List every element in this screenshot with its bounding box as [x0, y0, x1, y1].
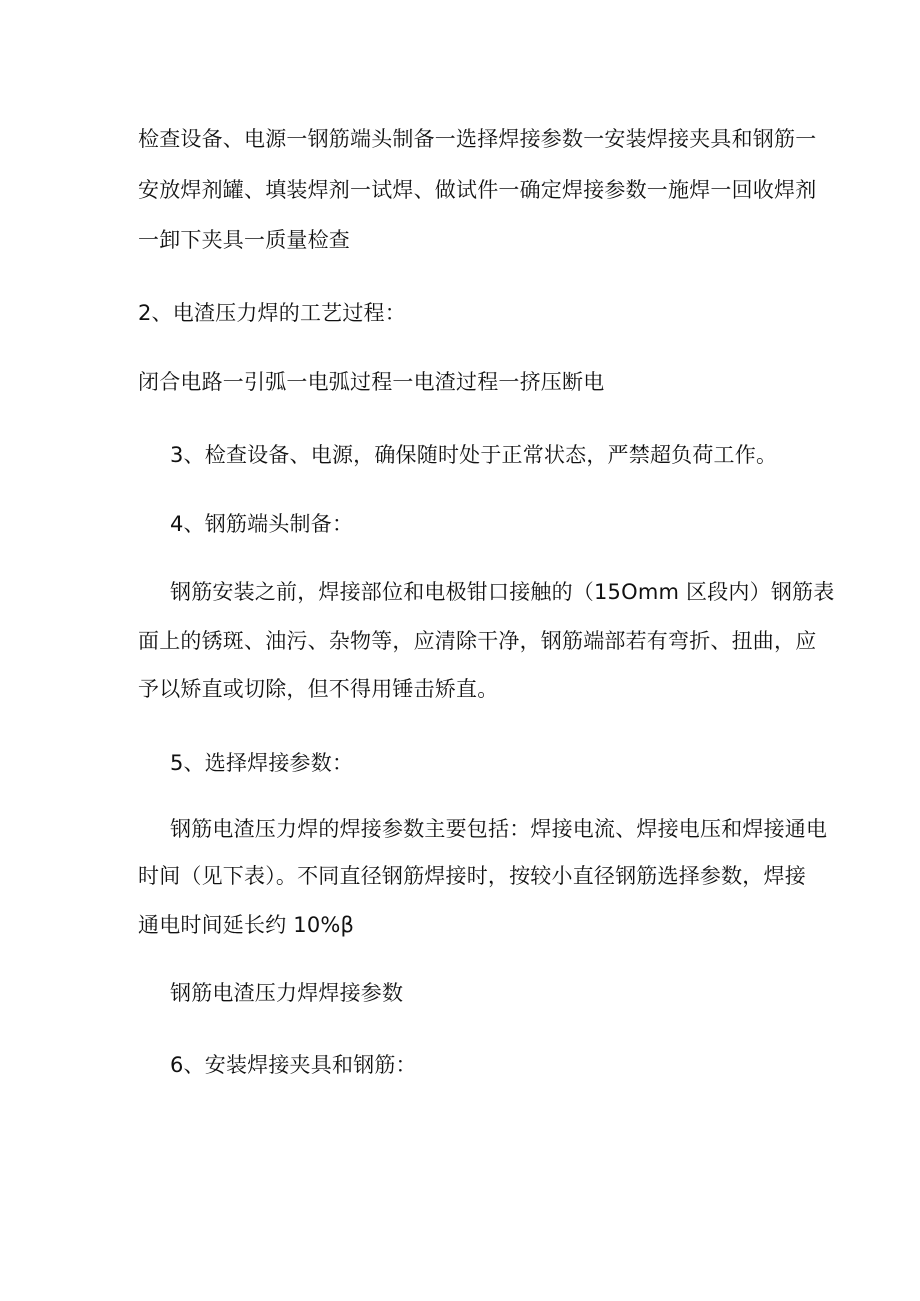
section-6-heading: 6、安装焊接夹具和钢筋： — [170, 1053, 417, 1077]
section-2-heading: 2、电渣压力焊的工艺过程： — [138, 301, 406, 325]
process-flow-line-1: 检查设备、电源一钢筋端头制备一选择焊接参数一安装焊接夹具和钢筋一 — [138, 127, 817, 151]
section-2-body: 闭合电路一引弧一电弧过程一电渣过程一挤压断电 — [138, 370, 605, 394]
section-5-paragraph-line-2: 时间（见下表）。不同直径钢筋焊接时，按较小直径钢筋选择参数，焊接 — [138, 864, 806, 888]
section-4-paragraph-line-3: 予以矫直或切除，但不得用锤击矫直。 — [138, 677, 499, 701]
section-5-paragraph-line-3: 通电时间延长约 10%β — [138, 913, 355, 937]
section-4-heading: 4、钢筋端头制备： — [170, 512, 354, 536]
process-flow-line-3: 一卸下夹具一质量检查 — [138, 228, 350, 252]
section-3-heading: 3、检查设备、电源，确保随时处于正常状态，严禁超负荷工作。 — [170, 443, 778, 467]
process-flow-line-2: 安放焊剂罐、填装焊剂一试焊、做试件一确定焊接参数一施焊一回收焊剂 — [138, 178, 817, 202]
table-caption: 钢筋电渣压力焊焊接参数 — [170, 981, 404, 1005]
section-5-heading: 5、选择焊接参数： — [170, 751, 354, 775]
section-5-paragraph-line-1: 钢筋电渣压力焊的焊接参数主要包括：焊接电流、焊接电压和焊接通电 — [170, 817, 828, 841]
section-4-paragraph-line-2: 面上的锈斑、油污、杂物等，应清除干净，钢筋端部若有弯折、扭曲，应 — [138, 629, 817, 653]
section-4-paragraph-line-1: 钢筋安装之前，焊接部位和电极钳口接触的（15Omm 区段内）钢筋表 — [170, 580, 835, 604]
